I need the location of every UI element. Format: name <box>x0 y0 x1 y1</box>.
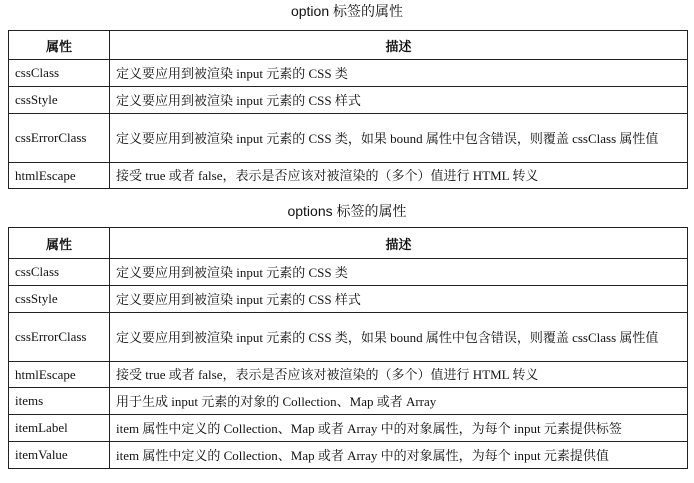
attribute-description: 接受 true 或者 false，表示是否应该对被渲染的（多个）值进行 HTML 转义 <box>110 362 688 388</box>
attribute-name: cssErrorClass <box>9 114 110 163</box>
attribute-description: 定义要应用到被渲染 input 元素的 CSS 类，如果 bound 属性中包含错误，则覆盖 cssClass 属性值 <box>110 114 688 163</box>
attribute-description: 接受 true 或者 false，表示是否应该对被渲染的（多个）值进行 HTML 转义 <box>110 163 688 189</box>
table-row <box>9 60 688 87</box>
table-header-row <box>9 228 688 259</box>
attribute-name: htmlEscape <box>9 163 110 189</box>
table-row <box>9 163 688 189</box>
table-caption-option: option 标签的属性 <box>290 3 404 19</box>
attribute-name: items <box>9 388 110 415</box>
table-row <box>9 286 688 313</box>
table-row <box>9 259 688 286</box>
attribute-name: itemValue <box>9 442 110 469</box>
header-attribute: 属性 <box>9 31 110 60</box>
table-row <box>9 87 688 114</box>
table-caption-options: options 标签的属性 <box>287 203 407 219</box>
attribute-description: 定义要应用到被渲染 input 元素的 CSS 样式 <box>110 286 688 313</box>
attribute-name: cssStyle <box>9 286 110 313</box>
attribute-name: cssErrorClass <box>9 313 110 362</box>
table-row <box>9 442 688 469</box>
attribute-description: 定义要应用到被渲染 input 元素的 CSS 类 <box>110 259 688 286</box>
attribute-description: item 属性中定义的 Collection、Map 或者 Array 中的对象属性，为每个 input 元素提供标签 <box>110 415 688 442</box>
attribute-name: cssClass <box>9 60 110 87</box>
attribute-description: 定义要应用到被渲染 input 元素的 CSS 类 <box>110 60 688 87</box>
table-header-row <box>9 31 688 60</box>
attribute-name: itemLabel <box>9 415 110 442</box>
table-row <box>9 362 688 388</box>
table-row <box>9 415 688 442</box>
table-row <box>9 388 688 415</box>
header-description: 描述 <box>110 228 688 259</box>
attribute-description: item 属性中定义的 Collection、Map 或者 Array 中的对象属性，为每个 input 元素提供值 <box>110 442 688 469</box>
attribute-description: 用于生成 input 元素的对象的 Collection、Map 或者 Array <box>110 388 688 415</box>
attribute-description: 定义要应用到被渲染 input 元素的 CSS 样式 <box>110 87 688 114</box>
header-attribute: 属性 <box>9 228 110 259</box>
attribute-name: htmlEscape <box>9 362 110 388</box>
attribute-name: cssStyle <box>9 87 110 114</box>
table-row <box>9 114 688 163</box>
header-description: 描述 <box>110 31 688 60</box>
attribute-description: 定义要应用到被渲染 input 元素的 CSS 类，如果 bound 属性中包含错误，则覆盖 cssClass 属性值 <box>110 313 688 362</box>
table-row <box>9 313 688 362</box>
option-attributes-table <box>8 30 688 189</box>
attribute-name: cssClass <box>9 259 110 286</box>
options-attributes-table <box>8 227 688 469</box>
